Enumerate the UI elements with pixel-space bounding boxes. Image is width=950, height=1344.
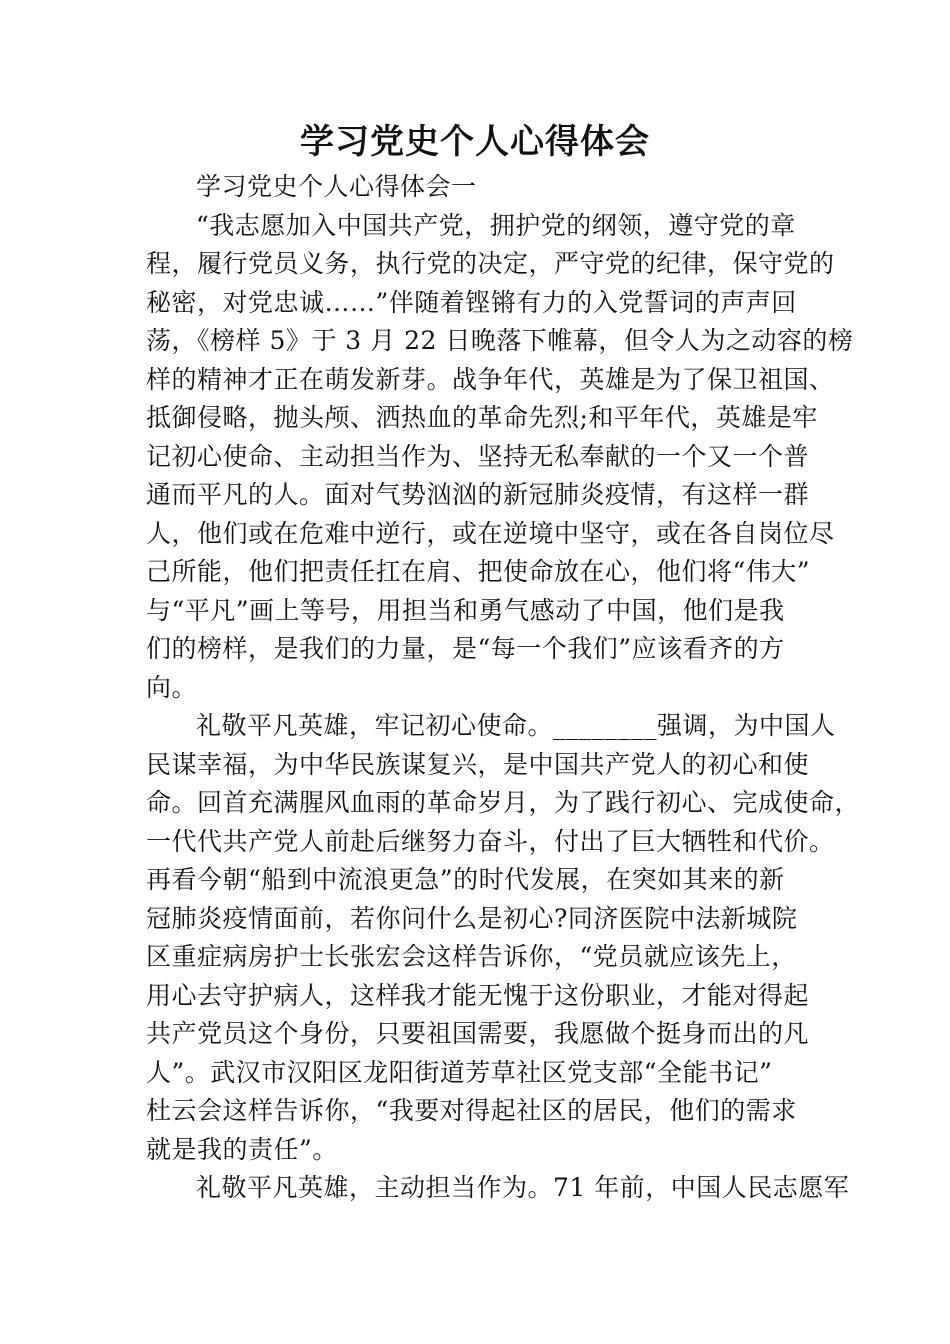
paragraph-line: 就是我的责任”。: [146, 1135, 338, 1164]
paragraph-line: 冠肺炎疫情面前，若你问什么是初心?同济医院中法新城院: [146, 904, 798, 933]
paragraph-line: 秘密，对党忠诚……”伴随着铿锵有力的入党誓词的声声回: [146, 288, 797, 317]
paragraph-line: 再看今朝“船到中流浪更急”的时代发展，在突如其来的新: [146, 865, 785, 894]
paragraph-line: 抵御侵略，抛头颅、洒热血的革命先烈;和平年代，英雄是牢: [146, 403, 818, 432]
paragraph-line: “我志愿加入中国共产党，拥护党的纲领，遵守党的章: [196, 211, 796, 240]
paragraph-line: 一代代共产党人前赴后继努力奋斗，付出了巨大牺牲和代价。: [146, 827, 835, 856]
paragraph-line: 礼敬平凡英雄，主动担当作为。71 年前，中国人民志愿军: [196, 1173, 850, 1202]
paragraph-line: 杜云会这样告诉你，“我要对得起社区的居民，他们的需求: [146, 1096, 797, 1125]
paragraph-line: 民谋幸福，为中华民族谋复兴，是中国共产党人的初心和使: [146, 750, 810, 779]
paragraph-line: 通而平凡的人。面对气势汹汹的新冠肺炎疫情，有这样一群: [146, 480, 810, 509]
paragraph-line: 己所能，他们把责任扛在肩、把使命放在心，他们将“伟大”: [146, 557, 811, 586]
document-title: 学习党史个人心得体会: [300, 122, 650, 162]
paragraph-line: 人”。武汉市汉阳区龙阳街道芳草社区党支部“全能书记”: [146, 1058, 773, 1087]
paragraph-line: 与“平凡”画上等号，用担当和勇气感动了中国，他们是我: [146, 596, 785, 625]
paragraph-line: 礼敬平凡英雄，牢记初心使命。________强调，为中国人: [196, 711, 836, 740]
paragraph-line: 样的精神才正在萌发新芽。战争年代，英雄是为了保卫祖国、: [146, 365, 835, 394]
paragraph-line: 区重症病房护士长张宏会这样告诉你，“党员就应该先上，: [146, 942, 797, 971]
paragraph-line: 向。: [146, 673, 198, 702]
paragraph-line: 共产党员这个身份，只要祖国需要，我愿做个挺身而出的凡: [146, 1019, 810, 1048]
paragraph-line: 人，他们或在危难中逆行，或在逆境中坚守，或在各自岗位尽: [146, 519, 835, 548]
paragraph-line: 命。回首充满腥风血雨的革命岁月，为了践行初心、完成使命，: [146, 788, 861, 817]
section-heading: 学习党史个人心得体会一: [196, 172, 477, 201]
paragraph-line: 用心去守护病人，这样我才能无愧于这份职业，才能对得起: [146, 981, 810, 1010]
paragraph-line: 荡，《榜样 5》于 3 月 22 日晚落下帷幕，但令人为之动容的榜: [146, 326, 854, 355]
paragraph-line: 们的榜样，是我们的力量，是“每一个我们”应该看齐的方: [146, 634, 785, 663]
paragraph-line: 程，履行党员义务，执行党的决定，严守党的纪律，保守党的: [146, 249, 835, 278]
paragraph-line: 记初心使命、主动担当作为、坚持无私奉献的一个又一个普: [146, 442, 810, 471]
